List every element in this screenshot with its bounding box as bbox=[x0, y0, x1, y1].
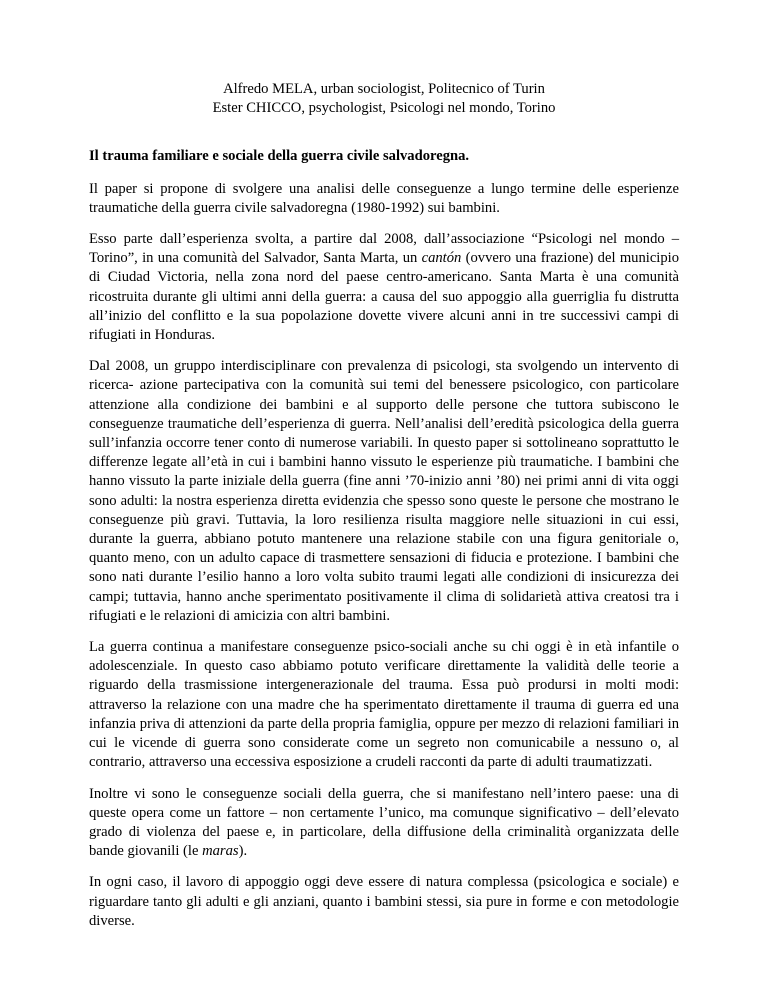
paragraph-3: Dal 2008, un gruppo interdisciplinare con prevalenza di psicologi, sta svolgendo un intervento di ricerca- azione partecipativa con la comunità sui temi del benessere psicologico, con particolare attenzione alla condizione dei bambini e al supporto delle persone che tuttora subiscono le conseguenze traumatiche dell’esperienza di guerra. Nell’analisi dell’eredità psicologica della guerra sull’infanzia occorre tener conto di numerose variabili. In questo paper si sottolineano soprattutto le differenze legate all’età in cui i bambini hanno vissuto le esperienze più traumatiche. I bambini che hanno vissuto la parte iniziale della guerra (fine anni ’70-inizio anni ’80) nei primi anni di vita oggi sono adulti: la nostra esperienza diretta evidenzia che spesso sono queste le persone che mostrano le conseguenze più gravi. Tuttavia, la loro resilienza risulta maggiore nelle situazioni in cui essi, durante la guerra, abbiano potuto mantenere una relazione stabile con una figura genitoriale o, quanto meno, con un adulto capace di trasmettere sensazioni di fiducia e protezione. I bambini che sono nati durante l’esilio hanno a loro volta subito traumi legati alle condizioni di insicurezza dei campi; tuttavia, hanno anche sperimentato positivamente il clima di solidarietà attiva creatosi tra i rifugiati e le relazioni di amicizia con altri bambini. bbox=[89, 358, 679, 624]
paragraph-5-emphasis: maras bbox=[202, 843, 239, 860]
paragraph-5-text-a: Inoltre vi sono le conseguenze sociali della guerra, che si manifestano nell’intero paese: una di queste opera come un fattore – non certamente l’unico, ma comunque significativo – dell’elevato grado di violenza del paese e, in particolare, della diffusione della criminalità organizzata delle bande giovanili (le bbox=[89, 785, 679, 860]
paragraph-2-text-a: Esso parte dall’esperienza svolta, a partire dal 2008, dall’associazione “Psicologi nel mondo – Torino”, in una comunità del Salvador, Santa Marta, un bbox=[89, 231, 679, 267]
paragraph-6: In ogni caso, il lavoro di appoggio oggi deve essere di natura complessa (psicologica e sociale) e riguardare tanto gli adulti e gli anziani, quanto i bambini stessi, sia pure in forme e con metodologie diverse. bbox=[89, 874, 679, 929]
paragraph-5-text-b: ). bbox=[238, 843, 248, 860]
paragraph-4: La guerra continua a manifestare conseguenze psico-sociali anche su chi oggi è in età infantile o adolescenziale. In questo caso abbiamo potuto verificare direttamente la validità delle teorie a riguardo della trasmissione intergenerazionale del trauma. Essa può prodursi in molti modi: attraverso la relazione con una madre che ha sperimentato direttamente il trauma di guerra ed una infanzia priva di attenzioni da parte della propria famiglia, oppure per mezzo di relazioni familiari in cui le vicende di guerra sono considerate come un segreto non comunicabile a nessuno o, al contrario, attraverso una eccessiva esposizione a crudeli racconti da parte di adulti traumatizzati. bbox=[89, 639, 679, 771]
paragraph-2-emphasis: cantón bbox=[421, 250, 462, 267]
paragraph-2 bbox=[89, 230, 679, 345]
authors-block bbox=[89, 80, 679, 118]
paragraph-1: Il paper si propone di svolgere una analisi delle conseguenze a lungo termine delle esperienze traumatiche della guerra civile salvadoregna (1980-1992) sui bambini. bbox=[89, 180, 679, 216]
paragraph-5 bbox=[89, 785, 679, 862]
paragraph-2-text-b: (ovvero una frazione) del municipio di Ciudad Victoria, nella zona nord del paese centro-americano. Santa Marta è una comunità ricostruita durante gli ultimi anni della guerra: a causa del suo appoggio alla guerriglia fu distrutta all’inizio del conflitto e la sua popolazione dovette vivere alcuni anni in tre successivi campi di rifugiati in Honduras. bbox=[89, 250, 680, 344]
document-page bbox=[89, 80, 679, 931]
document-title: Il trauma familiare e sociale della guerra civile salvadoregna. bbox=[89, 148, 470, 165]
author-line-2: Ester CHICCO, psychologist, Psicologi nel mondo, Torino bbox=[212, 100, 556, 117]
author-line-1: Alfredo MELA, urban sociologist, Politecnico of Turin bbox=[223, 81, 545, 97]
